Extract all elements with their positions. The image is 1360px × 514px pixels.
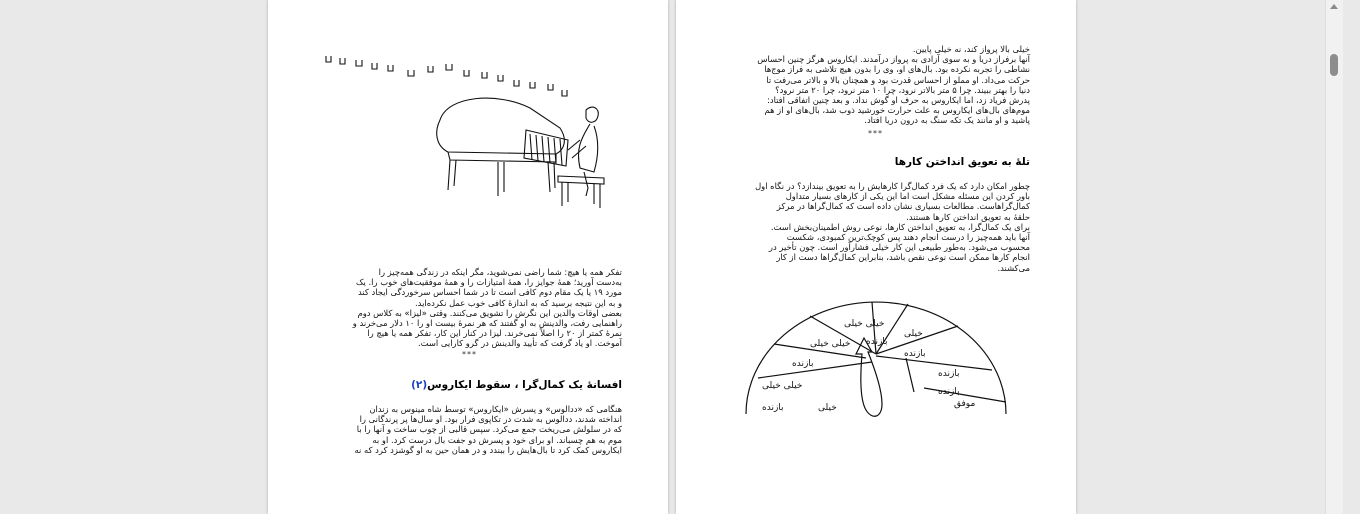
dial-divider [876,356,992,370]
footnote-link[interactable]: (۲) [411,379,428,391]
dial-divider [758,362,872,378]
dial-label: خیلی خیلی [844,319,885,329]
vertical-scrollbar[interactable] [1325,0,1343,514]
dial-label: موفق [954,399,976,409]
dial-label: بازنده [792,359,814,369]
dial-label: خیلی [904,329,923,339]
dial-label: خیلی خیلی [810,339,851,349]
dial-label: بازنده [938,387,960,397]
section-heading-icarus: افسانهٔ یک کمال‌گرا ، سقوط ایکاروس(۲) [411,379,622,391]
section-divider-stars: *** [868,129,883,138]
dial-label: بازنده [762,403,784,413]
perfectionism-dial-diagram [676,296,1076,456]
dial-label: خیلی خیلی [762,381,803,391]
document-page-left [268,0,668,514]
dial-label: خیلی [818,403,837,413]
dial-label: بازنده [866,337,888,347]
left-paragraph-1: تفکر همه یا هیچ: شما راضی نمی‌شوید، مگر اینکه در زندگی همه‌چیز را به‌دست آورید؛ همهٔ جوایز را، همهٔ امتیازات را و همهٔ موفقیت‌های خوب را. یک مورد ۱۹ یا یک مقام دوم کافی است تا در شما احساس سرخوردگی ایجاد کند و به این نتیجه برسید که به اندازهٔ کافی خوب عمل نکرده‌اید. بعضی اوقات والدین این نگرش را تشویق می‌کنند. وقتی «لیزا» به کلاس دوم راهنمایی رفت، والدینش به او گفتند که هر نمرهٔ بیست او را ۱۰ دلار می‌خرند و نمرهٔ کمتر از ۲۰ را اصلاً نمی‌خرند. لیزا در کنار این کار، تفکر همه یا هیچ را آموخت. او یاد گرفت که تأیید والدینش در گرو کارایی است. [352,267,622,349]
section-divider-stars: *** [462,350,477,359]
scrollbar-thumb[interactable] [1330,54,1338,76]
dial-label: بازنده [938,369,960,379]
right-paragraph-1: خیلی بالا پرواز کند، نه خیلی پایین. آنها برفراز دریا و به سوی آزادی به پرواز درآمدند. ایکاروس هرگز چنین احساس نشاطی را تجربه نکرده بود. بال‌های او، وی را بدون هیچ تلاشی به فراز موج‌ها حرکت می‌داد. او مملو از احساس قدرت بود و همچنان بالا و بالاتر می‌رفت تا دنیا را بهتر ببیند. چرا ۵ متر بالاتر نرود، چرا ۱۰ متر نرود، چرا ۲۰ متر نرود؟ پدرش فریاد زد، اما ایکاروس به حرف او گوش نداد. و بعد چنین اتفاقی افتاد: موم‌های بال‌های ایکاروس به علت حرارت خورشید ذوب شد، بال‌های او از هم پاشید و او مانند یک تکه سنگ به درون دریا افتاد. [757,44,1030,126]
document-page-right [676,0,1076,514]
right-paragraph-2: چطور امکان دارد که یک فرد کمال‌گرا کارهایش را به تعویق بیندازد؟ در نگاه اول باور کردن این مسئله مشکل است اما این یکی از کارهای بسیار متداول کمال‌گراهاست. مطالعات بسیاری نشان داده است که کمال‌گراها در مرکز حلقهٔ به تعویق انداختن کارها هستند. برای یک کمال‌گرا، به تعویق انداختن کارها، نوعی روش اطمینان‌بخش است. آنها باید همه‌چیز را درست انجام دهند پس کوچک‌ترین کمبودی، شکست محسوب می‌شود. به‌طور طبیعی این کار خیلی فشارآور است. چون تأخیر در انجام کارها ممکن است نوعی نقص باشد، بنابراین کمال‌گراها دست از کار می‌کشند. [755,181,1030,273]
dial-divider [906,358,914,392]
scroll-up-arrow-icon[interactable] [1330,4,1338,9]
dial-label: بازنده [904,349,926,359]
left-paragraph-2: هنگامی که «ددالوس» و پسرش «ایکاروس» توسط شاه مینوس به زندان انداخته شدند، ددالوس به شدت در تکاپوی فرار بود. او سال‌ها پر پرندگانی را که در سلولش می‌ریخت جمع می‌کرد. سپس قالبی از چوب ساخت و آنها را با موم به هم چسباند. او برای خود و پسرش دو جفت بال درست کرد. او به ایکاروس کمک کرد تا بال‌هایش را ببندد و در همان حین به او گوشزد کرد که نه [354,404,622,455]
section-heading-procrastination: تلهٔ به تعویق انداختن کارها [894,156,1030,168]
piano-illustration [268,0,668,230]
